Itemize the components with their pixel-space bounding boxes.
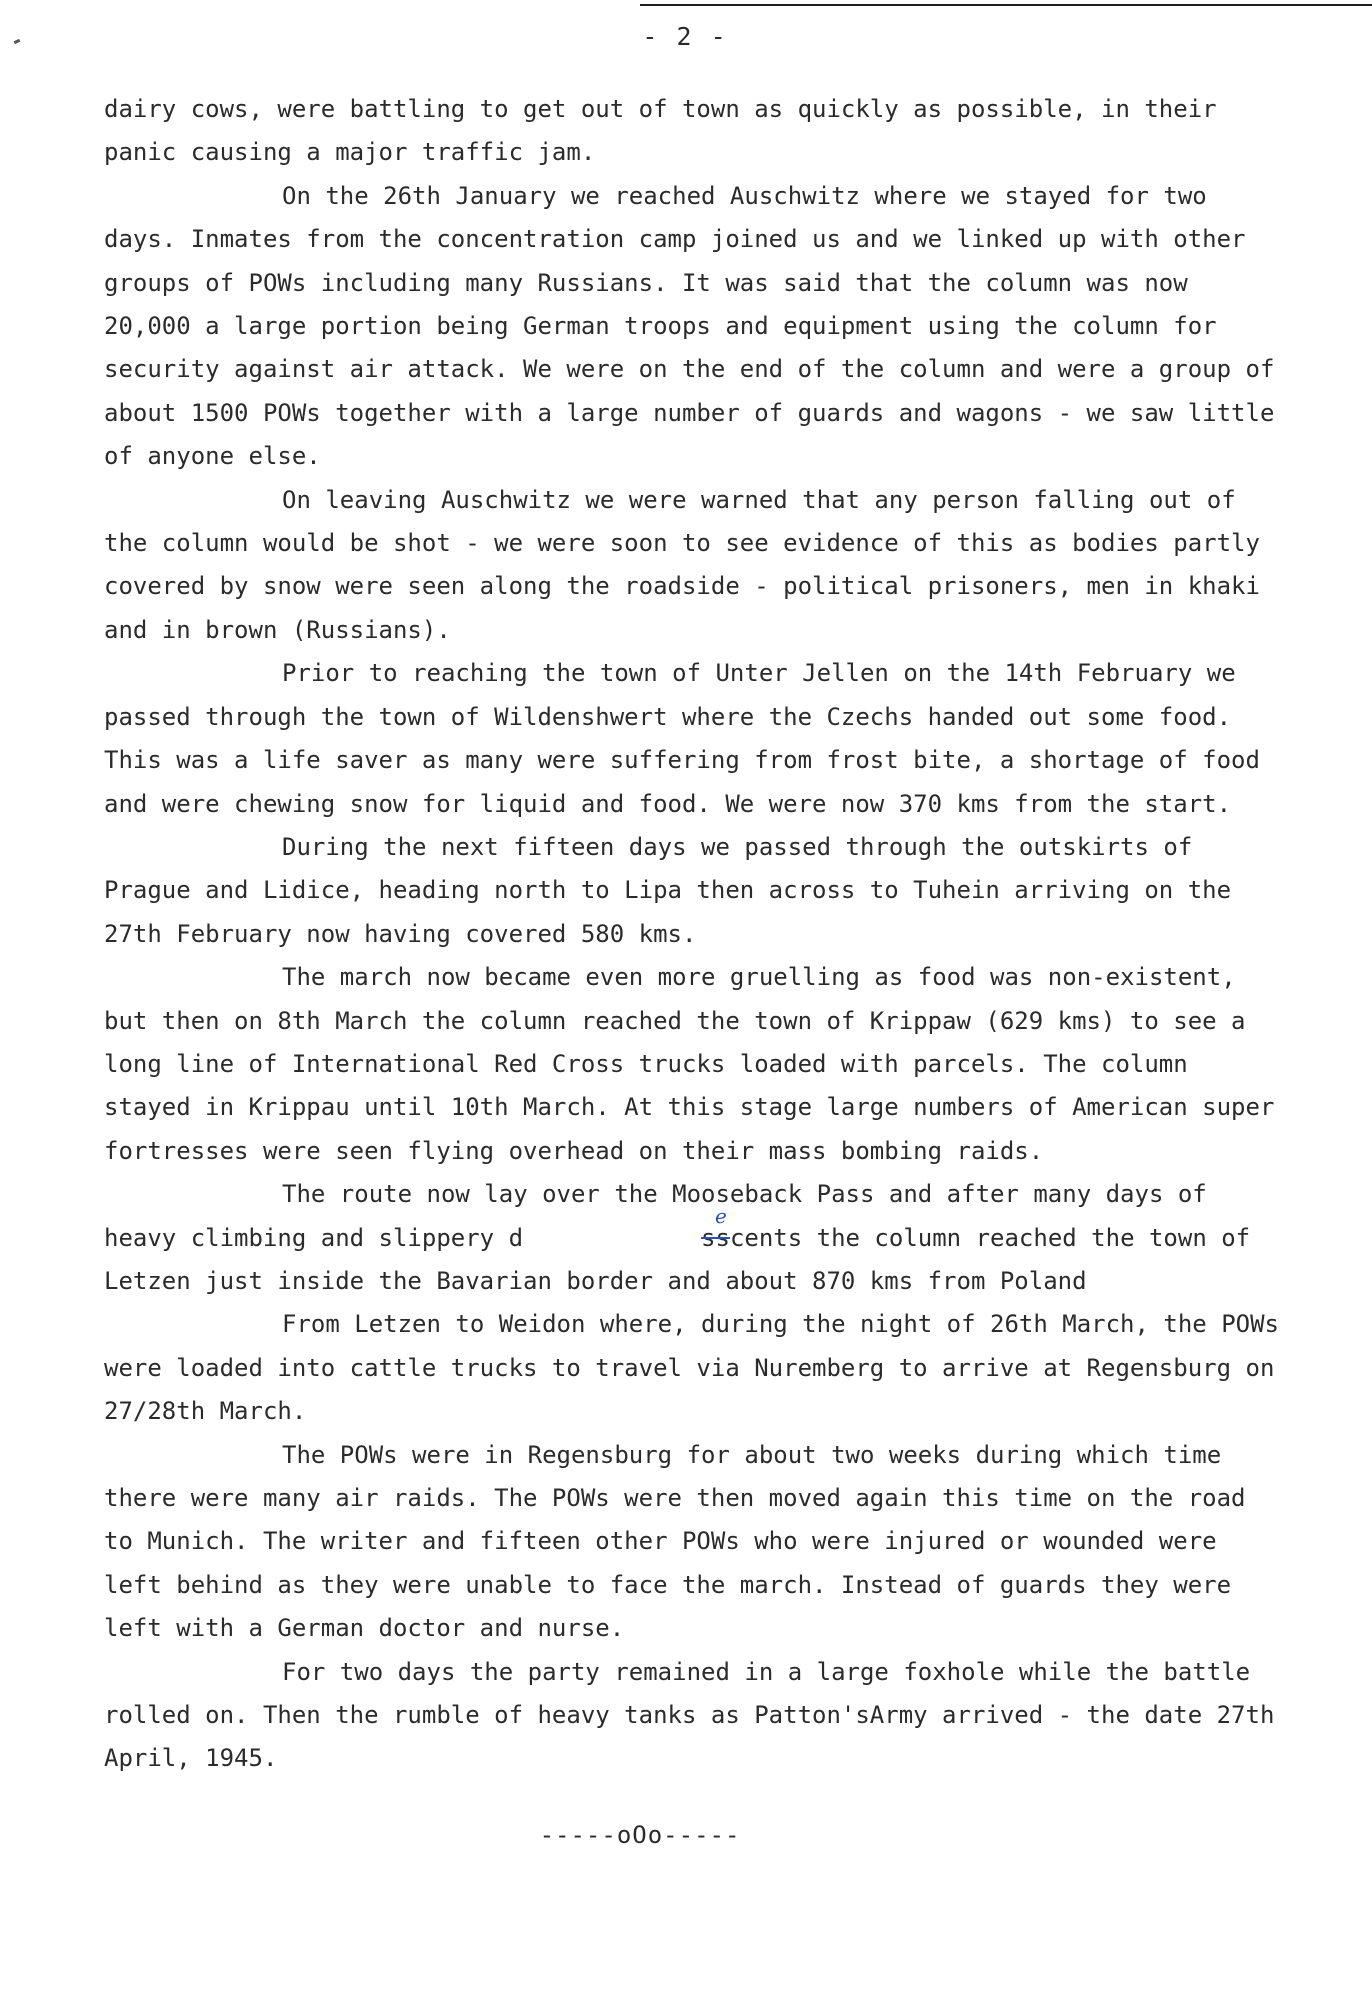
paragraph-7 bbox=[104, 1173, 1284, 1303]
paragraph-10: For two days the party remained in a large foxhole while the battle rolled on. Then the rumble of heavy tanks as Patton'sArmy arrived - the date 27th April, 1945. bbox=[104, 1657, 1275, 1773]
paragraph-9: The POWs were in Regensburg for about two weeks during which time there were many air raids. The POWs were then moved again this time on the road to Munich. The writer and fifteen other POWs who were injured or wounded were left behind as they were unable to face the march. Instead of guards they were left with a German doctor and nurse. bbox=[104, 1440, 1246, 1643]
paragraph-4: Prior to reaching the town of Unter Jellen on the 14th February we passed through the town of Wildenshwert where the Czechs handed out some food. This was a life saver as many were suffering from frost bite, a shortage of food and were chewing snow for liquid and food. We were now 370 kms from the start. bbox=[104, 659, 1260, 818]
paragraph-2: On the 26th January we reached Auschwitz where we stayed for two days. Inmates from the concentration camp joined us and we linked up with other groups of POWs including many Russians. It was said that the column was now 20,000 a large portion being German troops and equipment using the column for security against air attack. We were on the end of the column and were a group of about 1500 POWs together with a large number of guards and wagons - we saw little of anyone else. bbox=[104, 181, 1275, 471]
paragraph-3: On leaving Auschwitz we were warned that any person falling out of the column would be shot - we were soon to see evidence of this as bodies partly covered by snow were seen along the roadside - political prisoners, men in khaki and in brown (Russians). bbox=[104, 485, 1260, 644]
body-text bbox=[104, 88, 1284, 1781]
paragraph-8: From Letzen to Weidon where, during the night of 26th March, the POWs were loaded into cattle trucks to travel via Nuremberg to arrive at Regensburg on 27/28th March. bbox=[104, 1310, 1279, 1426]
handwritten-correction bbox=[523, 1203, 730, 1260]
inserted-letter: e bbox=[715, 1203, 727, 1228]
paragraph-7-text-before: The route now lay over the Mooseback Pass and after many days of heavy climbing and slippery d bbox=[104, 1180, 1207, 1252]
paragraph-1: dairy cows, were battling to get out of town as quickly as possible, in their panic causing a major traffic jam. bbox=[104, 95, 1217, 167]
paragraph-7-text-after: cents the column reached the town of Letzen just inside the Bavarian border and about 870 kms from Poland bbox=[104, 1223, 1251, 1295]
struck-letters: ss bbox=[701, 1223, 730, 1252]
top-border-line bbox=[640, 4, 1372, 6]
margin-mark bbox=[14, 39, 21, 44]
paragraph-5: During the next fifteen days we passed through the outskirts of Prague and Lidice, heading north to Lipa then across to Tuhein arriving on the 27th February now having covered 580 kms. bbox=[104, 832, 1232, 948]
end-mark: -----oOo----- bbox=[539, 1821, 741, 1849]
paragraph-6: The march now became even more gruelling as food was non-existent, but then on 8th March the column reached the town of Krippaw (629 kms) to see a long line of International Red Cross trucks loaded with parcels. The column stayed in Krippau until 10th March. At this stage large numbers of American super fortresses were seen flying overhead on their mass bombing raids. bbox=[104, 963, 1275, 1165]
page-number: - 2 - bbox=[642, 22, 728, 51]
